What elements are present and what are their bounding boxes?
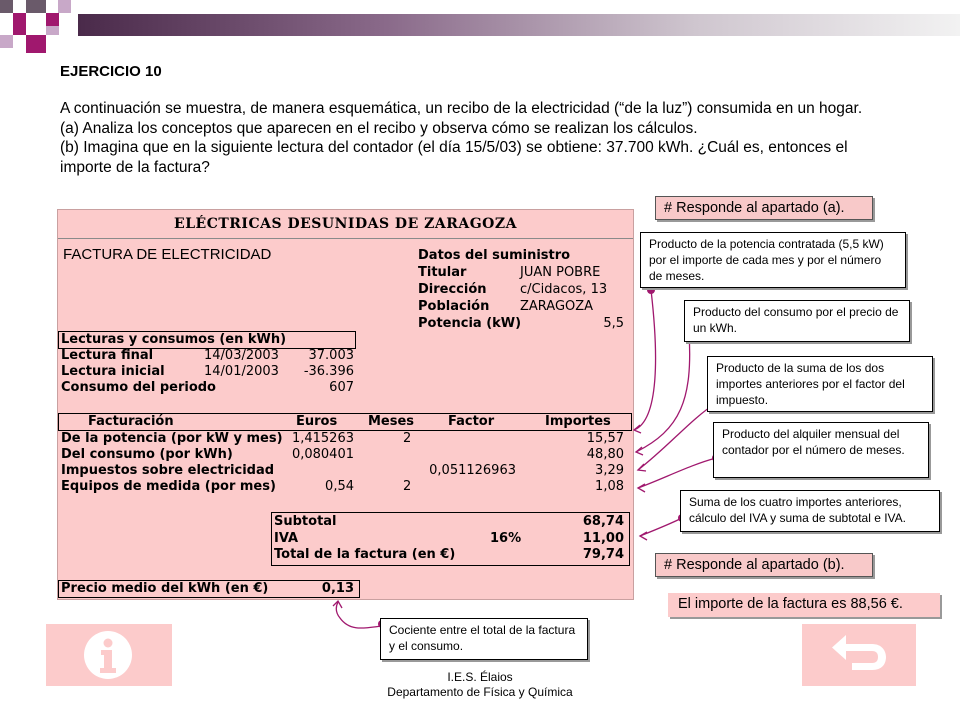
footer — [330, 670, 630, 700]
callout-cociente: Cociente entre el total de la factura y el consumo. — [380, 618, 588, 660]
callout-consumo: Producto del consumo por el precio de un kWh. — [684, 300, 910, 342]
billing-concept: De la potencia (por kW y mes) — [61, 431, 283, 446]
callout-suma: Suma de los cuatro importes anteriores, cálculo del IVA y suma de subtotal e IVA. — [680, 490, 940, 532]
supply-value: JUAN POBRE — [520, 265, 601, 280]
connector-line — [336, 602, 382, 628]
supply-label: Población — [418, 299, 490, 314]
billing-euros: 0,54 — [325, 479, 354, 494]
arrow-head — [638, 484, 645, 492]
response-b-label: # Responde al apartado (b). — [655, 553, 873, 577]
billing-amount: 15,57 — [586, 431, 624, 446]
arrow-head — [640, 532, 647, 540]
answer-b[interactable]: El importe de la factura es 88,56 €. — [668, 593, 940, 617]
return-arrow-icon — [802, 624, 916, 686]
reading-label: Consumo del periodo — [61, 380, 216, 395]
billing-months: 2 — [403, 431, 412, 446]
subtotal-value: 68,74 — [582, 514, 624, 529]
supply-label: Titular — [418, 265, 467, 280]
callout-potencia: Producto de la potencia contratada (5,5 kW) por el importe de cada mes y por el número de meses. — [640, 232, 906, 288]
billing-header: Euros — [296, 414, 338, 429]
billing-header: Importes — [545, 414, 611, 429]
reading-value: -36.396 — [303, 364, 354, 379]
callout-impuesto: Producto de la suma de los dos importes anteriores por el factor del impuesto. — [707, 356, 933, 412]
connector-line — [634, 290, 656, 430]
billing-header: Factor — [448, 414, 495, 429]
reading-label: Lectura inicial — [61, 364, 165, 379]
billing-months: 2 — [403, 479, 412, 494]
billing-factor: 0,051126963 — [429, 463, 516, 478]
total-label: Total de la factura (en €) — [274, 547, 456, 562]
info-icon — [46, 624, 172, 686]
iva-rate: 16% — [490, 531, 522, 546]
response-a-label: # Responde al apartado (a). — [655, 196, 873, 220]
iva-label: IVA — [274, 531, 299, 546]
billing-amount: 1,08 — [595, 479, 624, 494]
callout-alquiler: Producto del alquiler mensual del contador por el número de meses. — [713, 422, 929, 478]
readings-heading: Lecturas y consumos (en kWh) — [61, 332, 287, 347]
company-name: ELÉCTRICAS DESUNIDAS DE ZARAGOZA — [58, 210, 633, 239]
info-button[interactable] — [46, 624, 172, 686]
avg-price-value: 0,13 — [321, 581, 354, 596]
supply-value: c/Cidacos, 13 — [520, 282, 608, 297]
exercise-title: EJERCICIO 10 — [60, 63, 162, 80]
billing-header: Facturación — [88, 414, 174, 429]
iva-value: 11,00 — [582, 531, 624, 546]
subtotal-label: Subtotal — [274, 514, 337, 529]
billing-header: Meses — [368, 414, 415, 429]
reading-value: 37.003 — [308, 348, 354, 363]
back-button[interactable] — [802, 624, 916, 686]
reading-label: Lectura final — [61, 348, 154, 363]
invoice-title: FACTURA DE ELECTRICIDAD — [63, 246, 272, 263]
avg-price-label: Precio medio del kWh (en €) — [61, 581, 269, 596]
intro-line: (b) Imagina que en la siguiente lectura del contador (el día 15/5/03) se obtiene: 37.700 kWh. ¿Cuál es, entonces el — [60, 139, 848, 156]
reading-date: 14/03/2003 — [204, 348, 279, 363]
supply-label: Dirección — [418, 282, 487, 297]
total-value: 79,74 — [582, 547, 624, 562]
connector-line — [638, 458, 716, 488]
supply-value: ZARAGOZA — [520, 299, 594, 314]
connector-line — [638, 403, 716, 470]
billing-amount: 3,29 — [595, 463, 624, 478]
footer-school: I.E.S. Élaios — [447, 670, 513, 684]
billing-concept: Impuestos sobre electricidad — [61, 463, 275, 478]
billing-euros: 1,415263 — [291, 431, 354, 446]
billing-amount: 48,80 — [586, 447, 624, 462]
reading-date: 14/01/2003 — [204, 364, 279, 379]
reading-value: 607 — [329, 380, 354, 395]
connector-line — [636, 333, 690, 452]
intro-line: A continuación se muestra, de manera esquemática, un recibo de la electricidad (“de la luz”) consumida en un hogar. — [60, 100, 863, 117]
intro-line: importe de la factura? — [60, 158, 210, 176]
connector-line — [640, 518, 682, 536]
footer-department: Departamento de Física y Química — [387, 685, 573, 699]
billing-concept: Equipos de medida (por mes) — [61, 479, 276, 494]
supply-label: Potencia (kW) — [418, 316, 522, 331]
supply-heading: Datos del suministro — [418, 248, 571, 263]
billing-concept: Del consumo (por kWh) — [61, 447, 233, 462]
supply-value: 5,5 — [603, 316, 624, 331]
intro-line: (a) Analiza los conceptos que aparecen en el recibo y observa cómo se realizan los cálculos. — [60, 119, 698, 137]
billing-euros: 0,080401 — [291, 447, 354, 462]
